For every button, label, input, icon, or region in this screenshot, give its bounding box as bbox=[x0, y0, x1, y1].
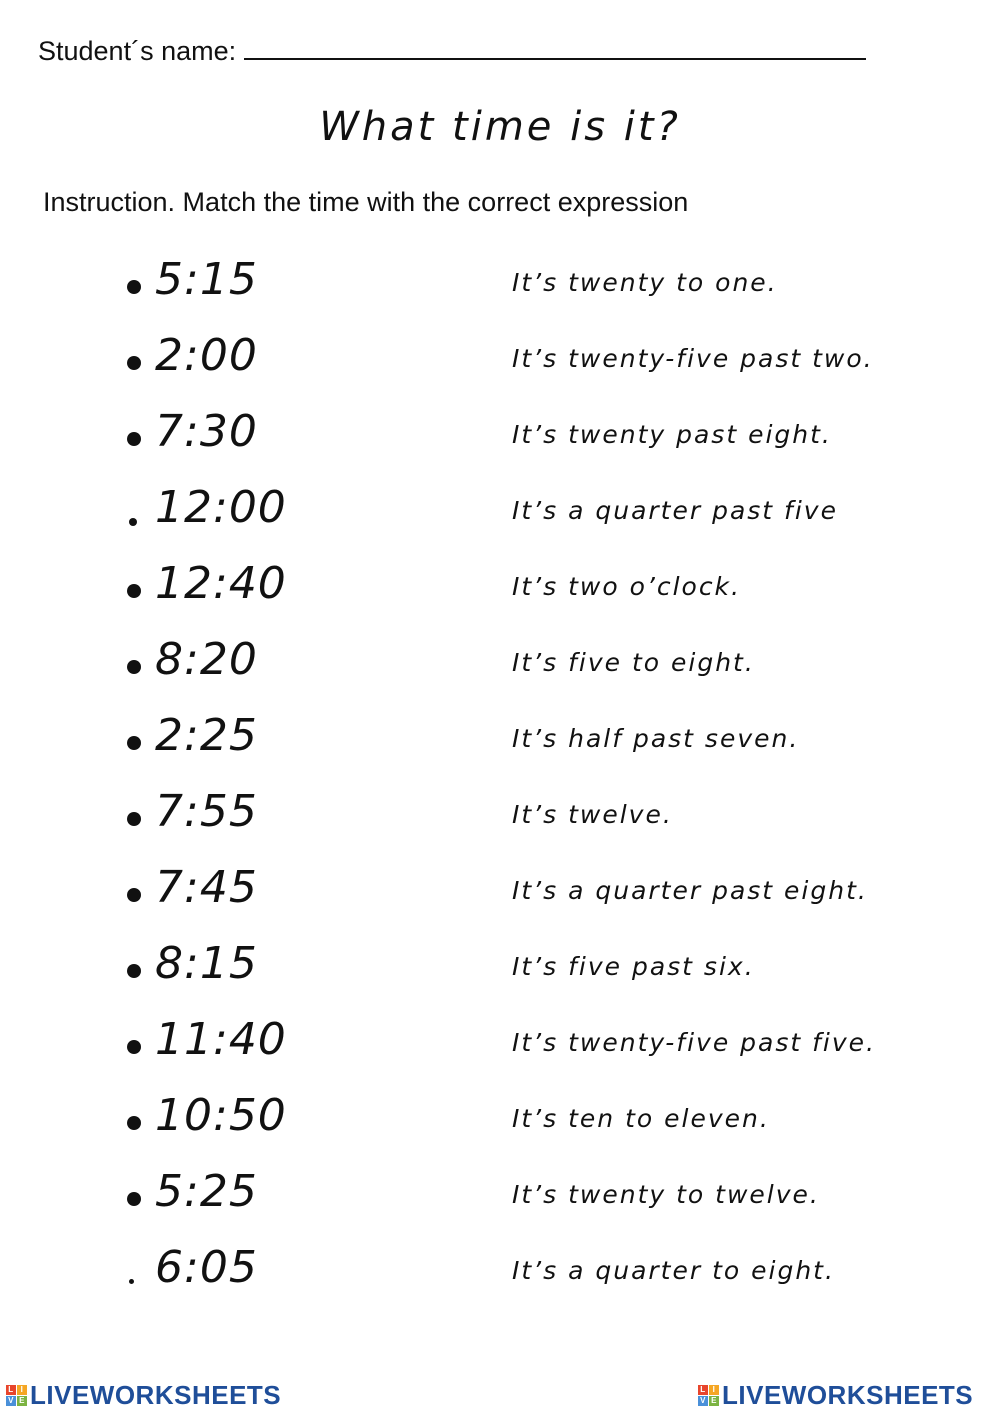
match-row bbox=[0, 1243, 1000, 1303]
time-value: 2:00 bbox=[155, 330, 258, 381]
match-row bbox=[0, 787, 1000, 847]
bullet-dot[interactable] bbox=[127, 888, 141, 902]
bullet-dot[interactable] bbox=[127, 1116, 141, 1130]
bullet-dot[interactable] bbox=[127, 1192, 141, 1206]
time-expression: It’s twenty-five past two. bbox=[512, 344, 874, 373]
time-value: 5:15 bbox=[155, 254, 258, 305]
time-expression: It’s five past six. bbox=[512, 952, 755, 981]
time-expression: It’s two o’clock. bbox=[512, 572, 741, 601]
time-value: 12:40 bbox=[155, 558, 287, 609]
time-value: 10:50 bbox=[155, 1090, 287, 1141]
match-row bbox=[0, 255, 1000, 315]
logo-mark-letter: V bbox=[6, 1396, 16, 1406]
time-expression: It’s half past seven. bbox=[512, 724, 800, 753]
time-expression: It’s twenty to one. bbox=[512, 268, 778, 297]
time-value: 12:00 bbox=[155, 482, 287, 533]
liveworksheets-mark-icon bbox=[698, 1385, 719, 1406]
liveworksheets-logo-left bbox=[6, 1380, 281, 1411]
match-row bbox=[0, 711, 1000, 771]
logo-mark-letter: V bbox=[698, 1396, 708, 1406]
page-title: What time is it? bbox=[319, 104, 681, 150]
match-row bbox=[0, 939, 1000, 999]
bullet-dot[interactable] bbox=[127, 280, 141, 294]
match-row bbox=[0, 331, 1000, 391]
student-name-label: Student´s name: bbox=[38, 36, 237, 66]
bullet-dot[interactable] bbox=[127, 356, 141, 370]
match-row bbox=[0, 863, 1000, 923]
logo-mark-letter: L bbox=[698, 1385, 708, 1395]
bullet-dot[interactable] bbox=[127, 812, 141, 826]
match-row bbox=[0, 635, 1000, 695]
student-name-line bbox=[38, 28, 866, 67]
time-expression: It’s a quarter past eight. bbox=[512, 876, 868, 905]
logo-mark-letter: I bbox=[709, 1385, 719, 1395]
bullet-dot[interactable] bbox=[127, 736, 141, 750]
logo-mark-letter: I bbox=[17, 1385, 27, 1395]
match-row bbox=[0, 1167, 1000, 1227]
bullet-dot[interactable] bbox=[127, 660, 141, 674]
student-name-blank[interactable] bbox=[244, 28, 866, 60]
logo-mark-letter: E bbox=[17, 1396, 27, 1406]
time-expression: It’s twenty past eight. bbox=[512, 420, 832, 449]
time-value: 2:25 bbox=[155, 710, 258, 761]
bullet-dot[interactable] bbox=[127, 1040, 141, 1054]
time-value: 11:40 bbox=[155, 1014, 287, 1065]
logo-mark-letter: E bbox=[709, 1396, 719, 1406]
time-value: 6:05 bbox=[155, 1242, 258, 1293]
logo-mark-letter: L bbox=[6, 1385, 16, 1395]
bullet-dot[interactable] bbox=[127, 584, 141, 598]
time-expression: It’s a quarter to eight. bbox=[512, 1256, 835, 1285]
match-row bbox=[0, 483, 1000, 543]
time-expression: It’s twelve. bbox=[512, 800, 673, 829]
time-value: 7:55 bbox=[155, 786, 258, 837]
bullet-dot[interactable] bbox=[127, 964, 141, 978]
time-value: 5:25 bbox=[155, 1166, 258, 1217]
match-row bbox=[0, 1015, 1000, 1075]
time-value: 8:15 bbox=[155, 938, 258, 989]
liveworksheets-mark-icon bbox=[6, 1385, 27, 1406]
logo-text: LIVEWORKSHEETS bbox=[30, 1380, 282, 1410]
match-row bbox=[0, 407, 1000, 467]
bullet-dot[interactable] bbox=[129, 1279, 134, 1284]
match-row bbox=[0, 559, 1000, 619]
match-row bbox=[0, 1091, 1000, 1151]
time-expression: It’s ten to eleven. bbox=[512, 1104, 770, 1133]
time-value: 7:45 bbox=[155, 862, 258, 913]
time-expression: It’s twenty to twelve. bbox=[512, 1180, 820, 1209]
instruction-text: Instruction. Match the time with the correct expression bbox=[43, 187, 689, 217]
logo-text: LIVEWORKSHEETS bbox=[722, 1380, 974, 1410]
time-value: 7:30 bbox=[155, 406, 258, 457]
bullet-dot[interactable] bbox=[129, 518, 137, 526]
bullet-dot[interactable] bbox=[127, 432, 141, 446]
time-expression: It’s twenty-five past five. bbox=[512, 1028, 876, 1057]
liveworksheets-logo-right bbox=[698, 1380, 973, 1411]
time-expression: It’s five to eight. bbox=[512, 648, 755, 677]
time-value: 8:20 bbox=[155, 634, 258, 685]
time-expression: It’s a quarter past five bbox=[512, 496, 838, 525]
